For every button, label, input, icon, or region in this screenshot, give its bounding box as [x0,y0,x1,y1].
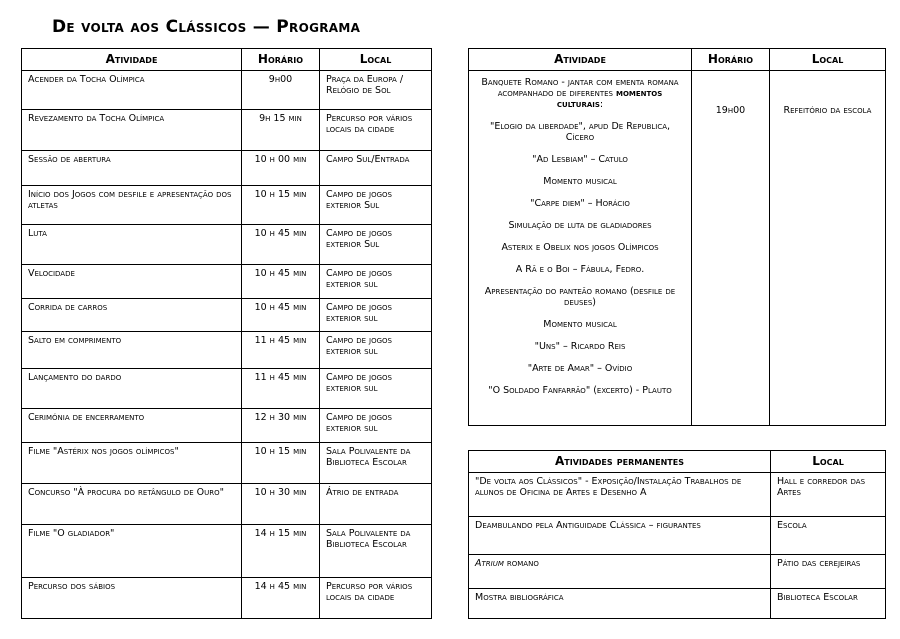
table-row [22,265,432,299]
header-atividade: Atividade [22,49,242,71]
cell-local: Pátio das cerejeiras [771,555,886,589]
cell-atividade: Acender da Tocha Olímpica [22,71,242,110]
header-local: Local [771,451,886,473]
cell-atividade: Revezamento da Tocha Olímpica [22,110,242,151]
cell-atividade-italic: Atrium [475,558,504,569]
table-row [22,110,432,151]
table-row [22,484,432,525]
cell-atividade: Concurso "À procura do retângulo de Ouro" [22,484,242,525]
banquete-item: "Arte de Amar" – Ovídio [527,363,633,374]
banquete-item: "O Soldado Fanfarrão" (excerto) - Plauto [488,385,672,396]
table-row [22,332,432,369]
table-row [22,299,432,332]
header-atividade: Atividade [469,49,692,71]
banquete-item: Simulação de luta de gladiadores [508,220,652,231]
table-row [22,525,432,578]
table-row [469,473,886,517]
cell-local: Campo de jogos exterior sul [320,332,432,369]
cell-local: Sala Polivalente da Biblioteca Escolar [320,443,432,484]
table-header-row [22,49,432,71]
banquete-horario: 19h00 [692,71,770,426]
banquete-table [468,48,886,426]
header-permanentes: Atividades permanentes [469,451,771,473]
cell-horario: 14 h 45 min [242,578,320,619]
table-row [22,443,432,484]
cell-atividade: "De volta aos Clássicos" - Exposição/Instalação Trabalhos de alunos de Oficina de Artes e Desenho A [469,473,771,517]
cell-horario: 10 h 15 min [242,443,320,484]
cell-horario: 11 h 45 min [242,369,320,409]
banquete-item: Momento musical [543,319,617,330]
cell-horario: 10 h 30 min [242,484,320,525]
table-row [469,589,886,619]
cell-local: Campo de jogos exterior Sul [320,186,432,225]
cell-atividade: Velocidade [22,265,242,299]
cell-horario: 11 h 45 min [242,332,320,369]
cell-atividade: Corrida de carros [22,299,242,332]
cell-horario: 14 h 15 min [242,525,320,578]
permanentes-table [468,450,886,619]
table-row [22,225,432,265]
banquete-item: Momento musical [543,176,617,187]
cell-atividade: Lançamento do dardo [22,369,242,409]
banquete-item: Asterix e Obelix nos jogos Olímpicos [501,242,659,253]
banquete-intro: Banquete Romano - jantar com ementa romana acompanhado de diferentes momentos culturais: [481,77,679,110]
cell-horario: 12 h 30 min [242,409,320,443]
cell-local: Campo Sul/Entrada [320,151,432,186]
cell-local: Campo de jogos exterior Sul [320,225,432,265]
cell-local: Sala Polivalente da Biblioteca Escolar [320,525,432,578]
banquete-row [469,71,886,426]
cell-atividade: Salto em comprimento [22,332,242,369]
schedule-table [21,48,432,619]
table-row [22,71,432,110]
table-row [469,517,886,555]
table-row [22,369,432,409]
cell-horario: 10 h 45 min [242,225,320,265]
cell-horario: 10 h 00 min [242,151,320,186]
cell-local: Campo de jogos exterior sul [320,409,432,443]
cell-atividade: Início dos Jogos com desfile e apresentação dos atletas [22,186,242,225]
banquete-item: Apresentação do panteão romano (desfile de deuses) [484,286,676,308]
cell-horario: 9h 15 min [242,110,320,151]
table-row [22,409,432,443]
banquete-item: "Elogio da liberdade", apud De Republica, Cícero [489,121,671,143]
cell-local: Campo de jogos exterior sul [320,265,432,299]
cell-atividade: Mostra bibliográfica [469,589,771,619]
table-header-row [469,451,886,473]
cell-atividade: Atrium romano [469,555,771,589]
banquete-item: "Ad Lesbiam" – Catulo [532,154,628,165]
cell-horario: 10 h 15 min [242,186,320,225]
cell-horario: 10 h 45 min [242,265,320,299]
cell-local: Percurso por vários locais da cidade [320,578,432,619]
banquete-item: A Rã e o Boi – Fábula, Fedro. [515,264,645,275]
cell-local: Percurso por vários locais da cidade [320,110,432,151]
table-header-row [469,49,886,71]
cell-local: Hall e corredor das Artes [771,473,886,517]
table-row [469,555,886,589]
banquete-local: Refeitório da escola [770,71,886,426]
header-horario: Horário [692,49,770,71]
header-local: Local [770,49,886,71]
cell-atividade: Filme "O gladiador" [22,525,242,578]
cell-atividade: Luta [22,225,242,265]
cell-local: Escola [771,517,886,555]
cell-atividade: Deambulando pela Antiguidade Clássica – figurantes [469,517,771,555]
cell-local: Campo de jogos exterior sul [320,369,432,409]
table-row [22,578,432,619]
header-horario: Horário [242,49,320,71]
page-title: De volta aos Clássicos — Programa [52,17,361,37]
cell-horario: 9h00 [242,71,320,110]
cell-atividade: Filme "Astérix nos jogos olímpicos" [22,443,242,484]
cell-local: Biblioteca Escolar [771,589,886,619]
cell-local: Campo de jogos exterior sul [320,299,432,332]
banquete-item: "Carpe diem" – Horácio [530,198,630,209]
cell-atividade: Sessão de abertura [22,151,242,186]
cell-horario: 10 h 45 min [242,299,320,332]
cell-atividade: Percurso dos sábios [22,578,242,619]
cell-atividade: Cerimónia de encerramento [22,409,242,443]
banquete-item: "Uns" – Ricardo Reis [534,341,626,352]
table-row [22,186,432,225]
header-local: Local [320,49,432,71]
cell-local: Praça da Europa / Relógio de Sol [320,71,432,110]
cell-local: Átrio de entrada [320,484,432,525]
table-row [22,151,432,186]
